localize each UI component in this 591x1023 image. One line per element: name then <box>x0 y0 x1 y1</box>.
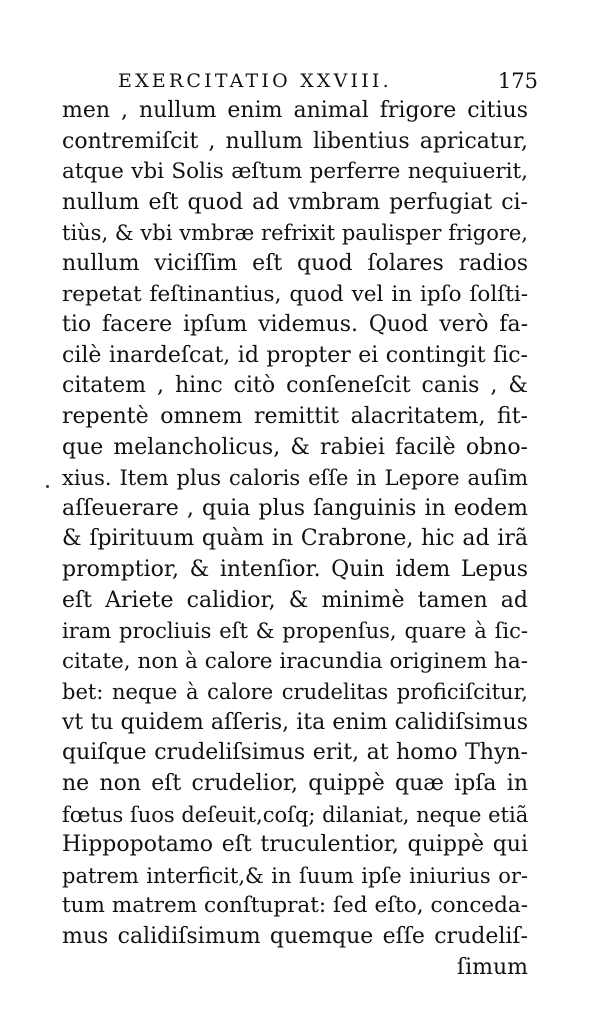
text-line: fœtus ſuos deſeuit,coſq; dilaniat, neque etiã <box>62 802 529 827</box>
catchword: ſimum <box>456 954 528 980</box>
text-line: aſſeuerare , quia plus ſanguinis in eodem <box>62 495 528 521</box>
text-line: bet: neque à calore crudelitas proficiſcitur, <box>62 680 528 705</box>
running-title: EXERCITATIO XXVIII. <box>118 70 392 92</box>
text-line: repentè omnem remittit alacritatem, fit- <box>62 403 528 429</box>
text-line: nullum eſt quod ad vmbram perfugiat ci- <box>62 189 528 215</box>
text-line: iram procliuis eſt & propenſus, quare à ſic- <box>62 619 528 644</box>
text-line: & ſpirituum quàm in Crabrone, hic ad irã <box>62 526 528 552</box>
text-line: tio facere ipſum videmus. Quod verò fa- <box>62 312 528 338</box>
text-line: atque vbi Solis æſtum perferre nequiuerit, <box>62 159 528 185</box>
text-line: contremiſcit , nullum libentius apricatur, <box>62 128 528 154</box>
text-line: vt tu quidem aſſeris, ita enim calidiſsimus <box>62 709 528 735</box>
text-line: patrem interficit,& in ſuum ipſe iniurius or- <box>62 863 528 888</box>
body-text <box>62 96 528 983</box>
text-line: eſt Ariete calidior, & minimè tamen ad <box>62 587 528 613</box>
text-line: tiùs, & vbi vmbræ refrixit paulisper frigore, <box>62 221 528 246</box>
text-line: xius. Item plus caloris eſſe in Lepore auſim <box>62 466 528 491</box>
text-line: nullum viciſſim eſt quod ſolares radios <box>62 250 528 276</box>
text-line: mus calidiſsimum quemque eſſe crudeliſ- <box>62 924 528 950</box>
text-line: Hippopotamo eſt truculentior, quippè qui <box>62 832 528 858</box>
text-line: men , nullum enim animal frigore citius <box>62 98 528 123</box>
page-number: 175 <box>497 69 538 93</box>
text-line: quiſque crudeliſsimus erit, at homo Thyn- <box>62 740 528 766</box>
text-line: que melancholicus, & rabiei facilè obno- <box>62 434 528 460</box>
margin-mark <box>46 485 49 488</box>
text-line: repetat feſtinantius, quod vel in ipſo ſolſti- <box>62 281 528 307</box>
running-head <box>118 66 538 96</box>
text-line: tum matrem conſtuprat: ſed eſto, conceda- <box>62 893 528 919</box>
text-line: cilè inardeſcat, id propter ei contingit ſic- <box>62 342 528 368</box>
text-line: promptior, & intenſior. Quin idem Lepus <box>62 556 528 582</box>
text-line: citate, non à calore iracundia originem ha- <box>62 648 528 674</box>
text-line: citatem , hinc citò conſeneſcit canis , & <box>62 373 528 399</box>
text-line: ne non eſt crudelior, quippè quæ ipſa in <box>62 771 528 797</box>
